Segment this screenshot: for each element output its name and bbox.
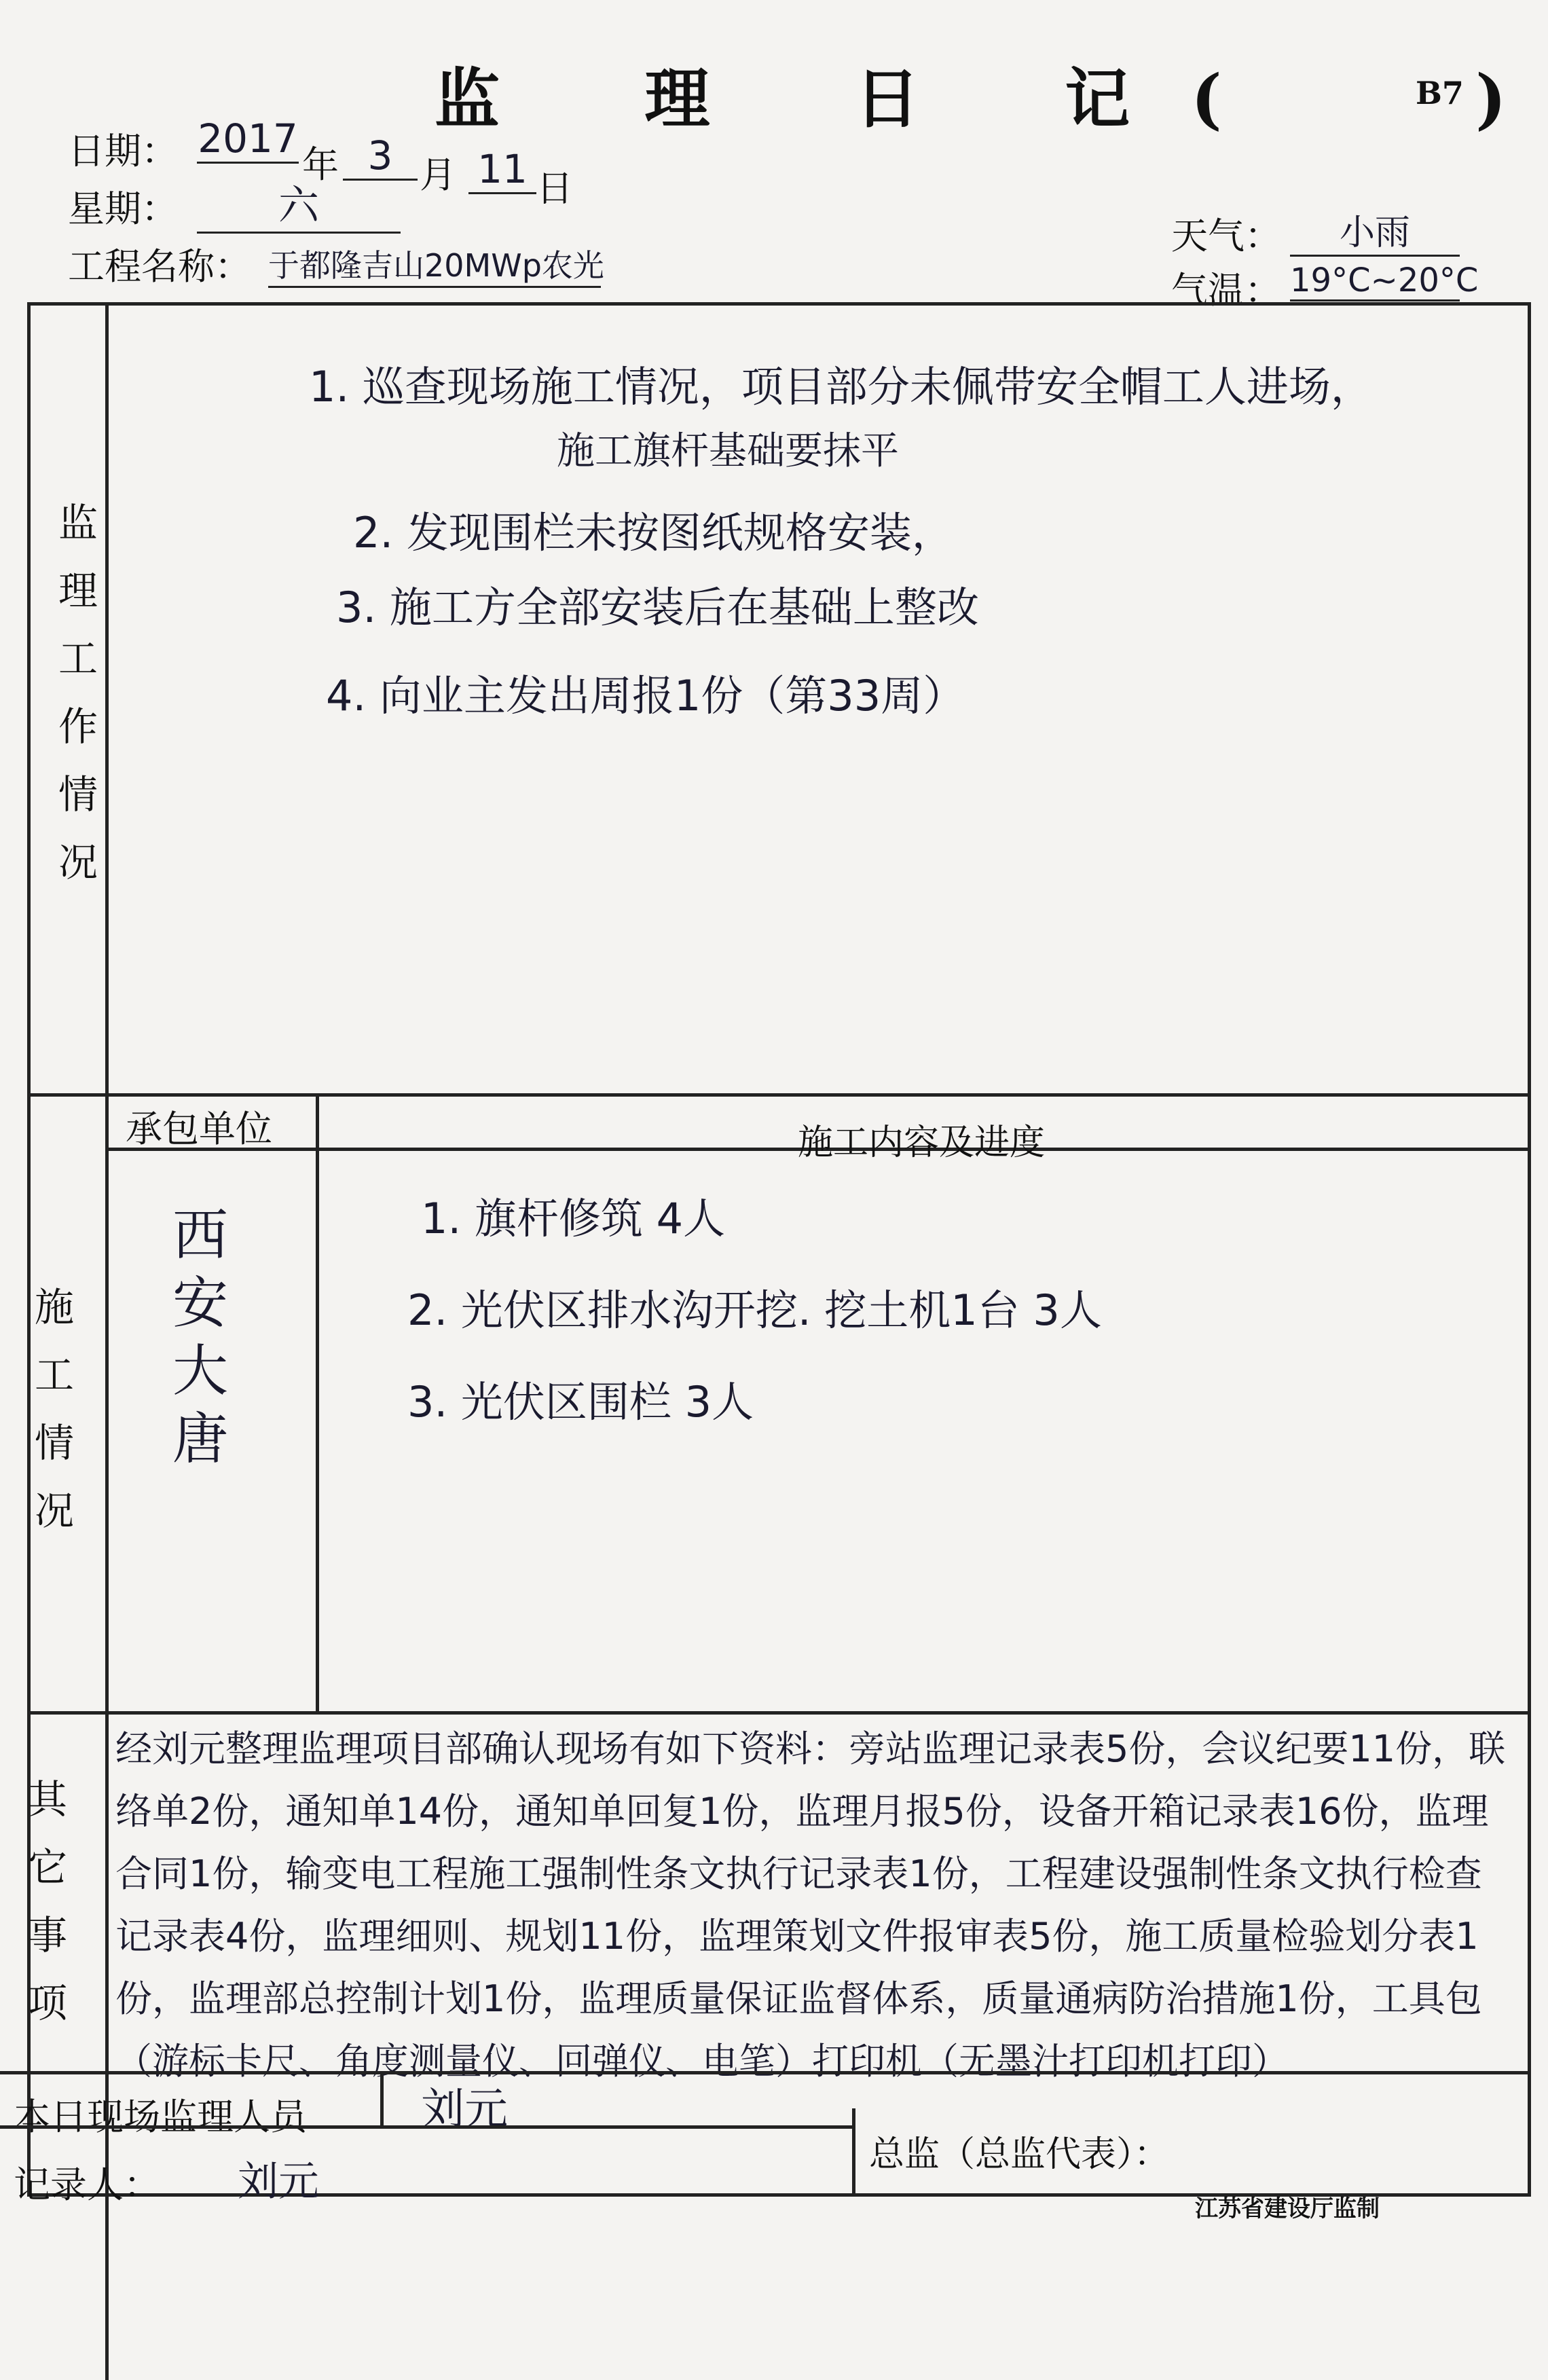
form-code: B7 [1416,75,1464,111]
staff-value: 刘元 [421,2085,508,2135]
date-year-unit: 年 [302,143,339,186]
date-day: 11 [468,146,536,194]
staff-label: 本日现场监理人员 [14,2095,307,2138]
section-divider-construction [27,1093,1531,1097]
contractor-name: 西 安 大 唐 [172,1203,228,1471]
construction-item-3: 3. 光伏区围栏 3人 [407,1377,754,1427]
construction-item-1: 1. 旗杆修筑 4人 [421,1194,726,1243]
content-column-header: 施工内容及进度 [798,1122,1046,1163]
label-column-divider [105,302,109,2380]
construction-item-2: 2. 光伏区排水沟开挖. 挖土机1台 3人 [407,1285,1102,1335]
staff-divider [380,2071,384,2125]
other-section-label: 其 它 事 项 [27,1776,67,2026]
date-year: 2017 [197,115,299,164]
weekday-label: 星期： [68,187,178,230]
supervision-item-2: 2. 发现围栏未按图纸规格安装， [353,508,954,557]
date-month-unit: 月 [420,153,456,196]
recorder-value: 刘元 [238,2158,319,2205]
section-divider-other [27,1711,1531,1715]
date-month: 3 [343,132,418,181]
chief-divider [852,2108,855,2197]
chief-label: 总监（总监代表）： [869,2134,1170,2175]
supervision-section-label: 监 理 工 作 情 况 [58,500,98,885]
temperature-label: 气温： [1171,269,1281,312]
construction-column-divider [316,1093,319,1711]
date-day-unit: 日 [536,167,573,210]
footer-issuer: 江苏省建设厅监制 [1195,2195,1380,2222]
other-notes: 经刘元整理监理项目部确认现场有如下资料：旁站监理记录表5份，会议纪要11份，联络单2份，通知单14份，通知单回复1份，监理月报5份，设备开箱记录表16份，监理合同1份，输变电工程施工强制性条文执行记录表1份，工程建设强制性条文执行检查记录表4份，监理细则、规划11份，监理策划文件报审表5份，施工质量检验划分表1份，监理部总控制计划1份，监理质量保证监督体系，质量通病防治措施1份，工具包（游标卡尺、角度测量仪、回弹仪、电笔）打印机（无墨汁打印机打印） [115,1727,1506,2083]
project-name: 于都隆吉山20MWp农光 [268,241,601,288]
page-title: 监 理 日 记( ) [435,60,1507,137]
staff-row-top [0,2071,1531,2074]
supervision-item-1: 1. 巡查现场施工情况，项目部分未佩带安全帽工人进场， [309,362,1373,411]
temperature-value: 19°C~20°C [1290,261,1460,301]
supervision-item-4: 4. 向业主发出周报1份（第33周） [326,671,965,720]
staff-row-bottom [0,2125,855,2129]
supervision-item-3: 3. 施工方全部安装后在基础上整改 [336,583,979,632]
recorder-label: 记录人： [14,2163,160,2206]
weather-label: 天气： [1171,215,1281,257]
weather-value: 小雨 [1290,204,1460,257]
project-label: 工程名称： [68,245,251,288]
contractor-column-header: 承包单位 [126,1107,272,1150]
construction-section-label: 施 工 情 况 [34,1284,74,1534]
weekday-value: 六 [197,173,401,234]
date-label: 日期： [68,130,178,172]
supervision-item-1b: 施工旗杆基础要抹平 [557,429,899,473]
